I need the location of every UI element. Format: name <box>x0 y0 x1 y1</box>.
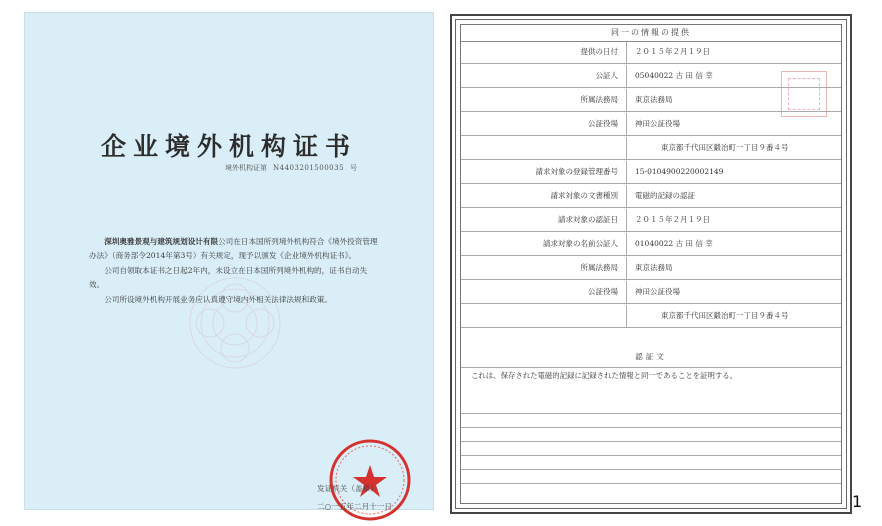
blank-line <box>461 427 841 428</box>
row-value: ２０１５年２月１９日 <box>635 47 710 56</box>
paragraph-1-text: 公司在日本国所列境外机构符合《境外投资管理办法》（商务部令2014年第3号）有关规定，现予以颁发《企业境外机构证书》。 <box>89 237 378 261</box>
row-value: 東京法務局 <box>635 95 673 104</box>
row-value: 東京都千代田区鍛冶町一丁目９番４号 <box>661 143 789 152</box>
row-value: 01040022 古 田 信 幸 <box>635 239 713 248</box>
regno-label: 境外机构证第 <box>225 164 267 172</box>
table-row <box>461 185 841 208</box>
table-row <box>461 233 841 256</box>
row-label: 請求対象の登録管理番号 <box>461 161 627 183</box>
row-value: 15-0104900220002149 <box>635 167 724 176</box>
paragraph-2: 公司自领取本证书之日起2年内，未设立在日本国所列境外机构的，证书自动失效。 <box>89 265 368 290</box>
row-label: 請求対象の文書種別 <box>461 185 627 207</box>
table-row <box>461 257 841 280</box>
row-value: 神田公証役場 <box>635 287 680 296</box>
row-label: 公証役場 <box>461 281 627 303</box>
row-label: 請求対象の名前公証人 <box>461 233 627 255</box>
table-row <box>461 41 841 64</box>
japanese-certificate <box>450 14 852 514</box>
table-row <box>461 209 841 232</box>
row-value: ２０１５年２月１９日 <box>635 215 710 224</box>
row-label: 公証人 <box>461 65 627 87</box>
row-value: 05040022 古 田 信 幸 <box>635 71 713 80</box>
row-value: 神田公証役場 <box>635 119 680 128</box>
table-row <box>461 161 841 184</box>
certification-heading: 認証文 <box>461 347 841 368</box>
row-label: 請求対象の認証日 <box>461 209 627 231</box>
company-name: 深圳奥雅景观与建筑规划设计有限 <box>104 237 219 246</box>
issue-date: 二○一五年二月十一日 <box>317 502 392 511</box>
certificate-header: 同一の情報の提供 <box>461 25 841 42</box>
blank-line <box>461 469 841 470</box>
row-value: 東京法務局 <box>635 263 673 272</box>
blank-line <box>461 441 841 442</box>
issuing-authority: 发证机关（盖章） <box>317 484 378 493</box>
certification-text: これは、保存された電磁的記録に記録された情報と同一であることを証明する。 <box>471 371 738 380</box>
table-row <box>461 305 841 328</box>
table-row <box>461 281 841 304</box>
page-number: 1 <box>852 492 863 511</box>
certificate-frame <box>460 24 842 504</box>
row-label: 所属法務局 <box>461 257 627 279</box>
blank-line <box>461 413 841 414</box>
row-value: 電磁的記録の認証 <box>635 191 695 200</box>
paragraph-1 <box>89 235 379 264</box>
chinese-certificate <box>24 12 434 510</box>
row-value: 東京都千代田区鍛冶町一丁目９番４号 <box>661 311 789 320</box>
row-label <box>461 305 627 327</box>
certificate-title: 企业境外机构证书 <box>100 132 357 161</box>
row-label: 提供の日付 <box>461 41 627 63</box>
row-label: 公証役場 <box>461 113 627 135</box>
row-label <box>461 137 627 159</box>
regno-unit: 号 <box>350 164 358 172</box>
regno-value: N4403201500035 <box>273 164 345 172</box>
registration-number <box>225 163 357 173</box>
row-label: 所属法務局 <box>461 89 627 111</box>
paragraph-3: 公司所设境外机构开展业务应认真遵守境内外相关法律法规和政策。 <box>104 294 332 304</box>
certificate-body <box>89 235 379 307</box>
blank-line <box>461 483 841 484</box>
blank-line <box>461 455 841 456</box>
seal-stamp-icon <box>781 71 827 117</box>
table-row <box>461 137 841 160</box>
